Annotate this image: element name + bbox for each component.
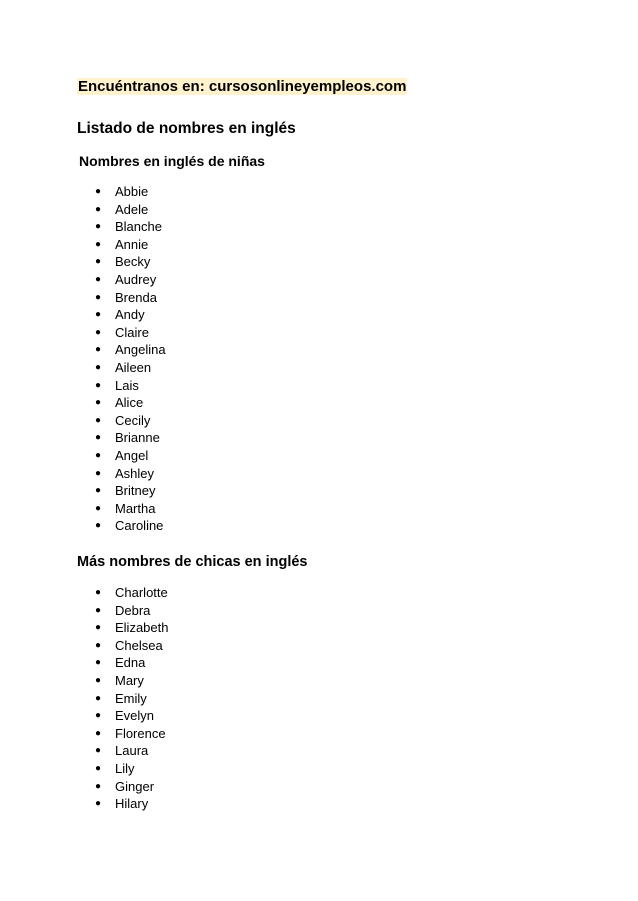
list-item-label: Audrey	[115, 271, 157, 287]
list-item-label: Charlotte	[115, 585, 168, 600]
list-item-label: Ginger	[115, 778, 155, 794]
list-item-label: Abbie	[115, 184, 149, 199]
list-item-label: Cecily	[115, 412, 151, 428]
list-item	[95, 778, 168, 796]
bullet-icon: ●	[95, 485, 102, 497]
bullet-icon: ●	[95, 432, 102, 444]
list-item-label: Adele	[115, 201, 149, 217]
list-item-label: Ashley	[115, 465, 155, 481]
section-heading-more-girls: Más nombres de chicas en inglés	[77, 554, 308, 570]
list-item	[95, 500, 166, 518]
bullet-icon: ●	[95, 692, 102, 704]
list-item	[95, 725, 168, 743]
bullet-icon: ●	[95, 203, 102, 215]
list-item	[95, 707, 168, 725]
list-item	[95, 637, 168, 655]
list-item-label: Emily	[115, 690, 147, 706]
list-item-label: Hilary	[115, 796, 149, 812]
page-title: Listado de nombres en inglés	[77, 120, 296, 137]
bullet-icon: ●	[95, 674, 102, 686]
girls-names-list	[95, 183, 166, 535]
list-item-label: Angelina	[115, 342, 166, 358]
bullet-icon: ●	[95, 657, 102, 669]
list-item	[95, 359, 166, 377]
list-item-label: Martha	[115, 500, 156, 516]
list-item-label: Becky	[115, 254, 151, 270]
list-item-label: Aileen	[115, 359, 152, 375]
bullet-icon: ●	[95, 639, 102, 651]
list-item-label: Mary	[115, 672, 144, 688]
bullet-icon: ●	[95, 309, 102, 321]
list-item	[95, 306, 166, 324]
bullet-icon: ●	[95, 587, 102, 598]
promo-banner	[77, 77, 407, 97]
bullet-icon: ●	[95, 467, 102, 479]
bullet-icon: ●	[95, 238, 102, 250]
list-item	[95, 760, 168, 778]
list-item	[95, 517, 166, 535]
list-item-label: Britney	[115, 483, 156, 499]
bullet-icon: ●	[95, 520, 102, 532]
bullet-icon: ●	[95, 273, 102, 285]
bullet-icon: ●	[95, 710, 102, 722]
bullet-icon: ●	[95, 221, 102, 233]
list-item	[95, 201, 166, 219]
bullet-icon: ●	[95, 745, 102, 757]
list-item-label: Alice	[115, 395, 144, 411]
list-item-label: Laura	[115, 743, 149, 759]
list-item	[95, 341, 166, 359]
list-item	[95, 324, 166, 342]
bullet-icon: ●	[95, 186, 102, 197]
list-item	[95, 584, 168, 602]
list-item	[95, 447, 166, 465]
bullet-icon: ●	[95, 604, 102, 616]
bullet-icon: ●	[95, 780, 102, 792]
list-item	[95, 602, 168, 620]
list-item-label: Andy	[115, 307, 145, 323]
list-item-label: Blanche	[115, 219, 162, 235]
bullet-icon: ●	[95, 397, 102, 409]
bullet-icon: ●	[95, 449, 102, 461]
list-item-label: Debra	[115, 602, 151, 618]
bullet-icon: ●	[95, 798, 102, 810]
list-item	[95, 253, 166, 271]
bullet-icon: ●	[95, 414, 102, 426]
list-item	[95, 690, 168, 708]
list-item	[95, 218, 166, 236]
bullet-icon: ●	[95, 762, 102, 774]
list-item	[95, 183, 166, 201]
list-item	[95, 289, 166, 307]
bullet-icon: ●	[95, 291, 102, 303]
list-item	[95, 377, 166, 395]
bullet-icon: ●	[95, 727, 102, 739]
list-item	[95, 619, 168, 637]
list-item	[95, 654, 168, 672]
list-item-label: Caroline	[115, 518, 164, 534]
list-item-label: Annie	[115, 236, 149, 252]
bullet-icon: ●	[95, 502, 102, 514]
bullet-icon: ●	[95, 344, 102, 356]
list-item	[95, 236, 166, 254]
list-item-label: Lily	[115, 760, 135, 776]
list-item	[95, 795, 168, 813]
list-item-label: Lais	[115, 377, 139, 393]
list-item-label: Brianne	[115, 430, 160, 446]
more-girls-names-list	[95, 584, 168, 813]
list-item	[95, 394, 166, 412]
list-item	[95, 742, 168, 760]
bullet-icon: ●	[95, 622, 102, 634]
list-item-label: Chelsea	[115, 637, 163, 653]
list-item-label: Evelyn	[115, 708, 155, 724]
list-item-label: Florence	[115, 725, 166, 741]
list-item-label: Claire	[115, 324, 149, 340]
section-heading-girls: Nombres en inglés de niñas	[79, 153, 265, 169]
list-item	[95, 271, 166, 289]
list-item	[95, 429, 166, 447]
bullet-icon: ●	[95, 361, 102, 373]
list-item-label: Edna	[115, 655, 146, 671]
list-item	[95, 482, 166, 500]
promo-banner-text: Encuéntranos en: cursosonlineyempleos.com	[78, 78, 407, 95]
bullet-icon: ●	[95, 256, 102, 268]
list-item-label: Angel	[115, 447, 149, 463]
list-item-label: Brenda	[115, 289, 157, 305]
list-item	[95, 412, 166, 430]
list-item-label: Elizabeth	[115, 620, 169, 636]
list-item	[95, 672, 168, 690]
bullet-icon: ●	[95, 326, 102, 338]
bullet-icon: ●	[95, 379, 102, 391]
list-item	[95, 465, 166, 483]
